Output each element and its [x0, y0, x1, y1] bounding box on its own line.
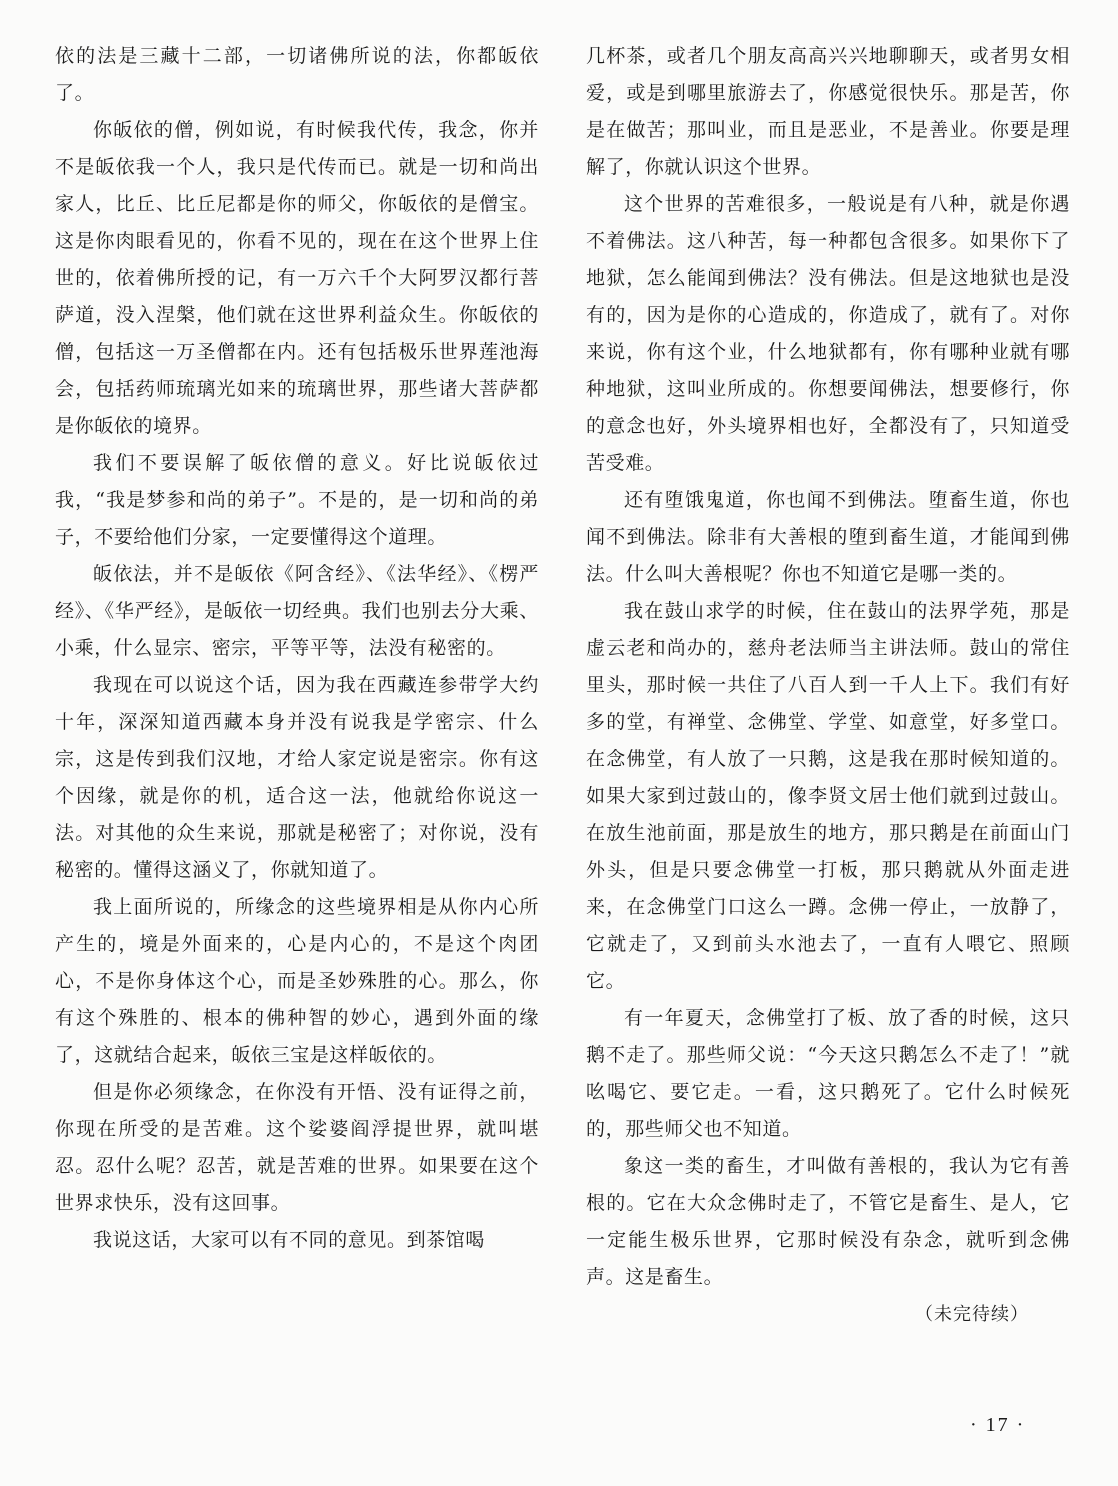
paragraph: 我上面所说的，所缘念的这些境界相是从你内心所产生的，境是外面来的，心是内心的，不是这个肉团心，不是你身体这个心，而是圣妙殊胜的心。那么，你有这个殊胜的、根本的佛种智的妙心，遇到外面的缘了，这就结合起来，皈依三宝是这样皈依的。 [55, 896, 539, 1066]
paragraph: 我们不要误解了皈依僧的意义。好比说皈依过我，“我是梦参和尚的弟子”。不是的，是一切和尚的弟子，不要给他们分家，一定要懂得这个道理。 [55, 452, 539, 548]
paragraph: 象这一类的畜生，才叫做有善根的，我认为它有善根的。它在大众念佛时走了，不管它是畜生、是人，它一定能生极乐世界，它那时候没有杂念，就听到念佛声。这是畜生。 [586, 1155, 1070, 1288]
paragraph: 依的法是三藏十二部，一切诸佛所说的法，你都皈依了。 [55, 45, 539, 104]
paragraph: 皈依法，并不是皈依《阿含经》、《法华经》、《楞严经》、《华严经》，是皈依一切经典。我们也别去分大乘、小乘，什么显宗、密宗，平等平等，法没有秘密的。 [55, 563, 539, 659]
paragraph: 有一年夏天，念佛堂打了板、放了香的时候，这只鹅不走了。那些师父说：“今天这只鹅怎么不走了！”就吆喝它、要它走。一看，这只鹅死了。它什么时候死的，那些师父也不知道。 [586, 1007, 1070, 1140]
page-number: · 17 · [970, 1414, 1026, 1436]
paragraph: 这个世界的苦难很多，一般说是有八种，就是你遇不着佛法。这八种苦，每一种都包含很多。如果你下了地狱，怎么能闻到佛法？没有佛法。但是这地狱也是没有的，因为是你的心造成的，你造成了，就有了。对你来说，你有这个业，什么地狱都有，你有哪种业就有哪种地狱，这叫业所成的。你想要闻佛法，想要修行，你的意念也好，外头境界相也好，全都没有了，只知道受苦受难。 [586, 193, 1070, 474]
paragraph: 你皈依的僧，例如说，有时候我代传，我念，你并不是皈依我一个人，我只是代传而已。就是一切和尚出家人，比丘、比丘尼都是你的师父，你皈依的是僧宝。这是你肉眼看见的，你看不见的，现在在这个世界上住世的，依着佛所授的记，有一万六千个大阿罗汉都行菩萨道，没入涅槃，他们就在这世界利益众生。你皈依的僧，包括这一万圣僧都在内。还有包括极乐世界莲池海会，包括药师琉璃光如来的琉璃世界，那些诸大菩萨都是你皈依的境界。 [55, 119, 539, 437]
right-text-column [586, 38, 1070, 1296]
paragraph: 几杯茶，或者几个朋友高高兴兴地聊聊天，或者男女相爱，或是到哪里旅游去了，你感觉很快乐。那是苦，你是在做苦；那叫业，而且是恶业，不是善业。你要是理解了，你就认识这个世界。 [586, 45, 1070, 178]
left-text-column [55, 38, 539, 1259]
paragraph: 我说这话，大家可以有不同的意见。到茶馆喝 [93, 1229, 486, 1251]
to-be-continued-note: （未完待续） [915, 1304, 1029, 1325]
paragraph: 我在鼓山求学的时候，住在鼓山的法界学苑，那是虚云老和尚办的，慈舟老法师当主讲法师。鼓山的常住里头，那时候一共住了八百人到一千人上下。我们有好多的堂，有禅堂、念佛堂、学堂、如意堂，好多堂口。在念佛堂，有人放了一只鹅，这是我在那时候知道的。如果大家到过鼓山的，像李贤文居士他们就到过鼓山。在放生池前面，那是放生的地方，那只鹅是在前面山门外头，但是只要念佛堂一打板，那只鹅就从外面走进来，在念佛堂门口这么一蹲。念佛一停止，一放静了，它就走了，又到前头水池去了，一直有人喂它、照顾它。 [586, 600, 1070, 992]
paragraph: 还有堕饿鬼道，你也闻不到佛法。堕畜生道，你也闻不到佛法。除非有大善根的堕到畜生道，才能闻到佛法。什么叫大善根呢？你也不知道它是哪一类的。 [586, 489, 1070, 585]
paragraph: 但是你必须缘念，在你没有开悟、没有证得之前，你现在所受的是苦难。这个娑婆阎浮提世界，就叫堪忍。忍什么呢？忍苦，就是苦难的世界。如果要在这个世界求快乐，没有这回事。 [55, 1081, 539, 1214]
paragraph: 我现在可以说这个话，因为我在西藏连参带学大约十年，深深知道西藏本身并没有说我是学密宗、什么宗，这是传到我们汉地，才给人家定说是密宗。你有这个因缘，就是你的机，适合这一法，他就给你说这一法。对其他的众生来说，那就是秘密了；对你说，没有秘密的。懂得这涵义了，你就知道了。 [55, 674, 539, 881]
